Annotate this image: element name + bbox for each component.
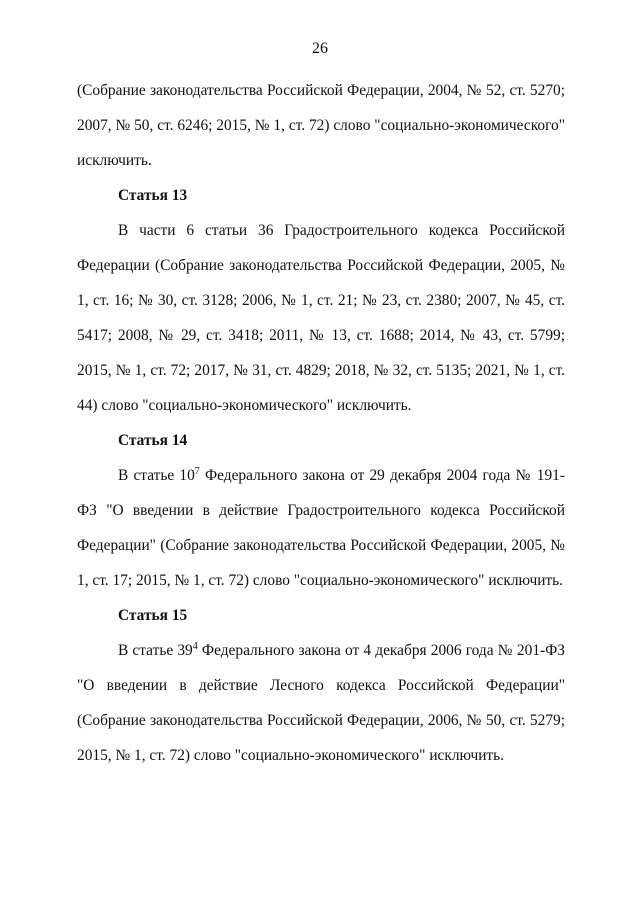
article-15-superscript: 4 (192, 640, 198, 652)
article-15-body: Федерального закона от 4 декабря 2006 года № 201-ФЗ "О введении в действие Лесного кодекса Российской Федерации" (Собрание законодательства Российской Федерации, 2006, № 50, ст. 5279; 2015, № 1, ст. 72) слово "социально-экономического" исключить. (77, 642, 566, 764)
article-14-lead: В статье 10 (118, 467, 195, 484)
article-13-title: Статья 13 (118, 187, 188, 204)
article-14-text (77, 458, 565, 598)
article-15-lead: В статье 39 (118, 642, 193, 659)
document-body (77, 73, 565, 773)
article-14-title: Статья 14 (118, 432, 188, 449)
article-13-text: В части 6 статьи 36 Градостроительного кодекса Российской Федерации (Собрание законодательства Российской Федерации, 2005, № 1, ст. 16; № 30, ст. 3128; 2006, № 1, ст. 21; № 23, ст. 2380; 2007, № 45, ст. 5417; 2008, № 29, ст. 3418; 2011, № 13, ст. 1688; 2014, № 43, ст. 5799; 2015, № 1, ст. 72; 2017, № 31, ст. 4829; 2018, № 32, ст. 5135; 2021, № 1, ст. 44) слово "социально-экономического" исключить. (77, 222, 565, 414)
article-14-body: Федерального закона от 29 декабря 2004 года № 191-ФЗ "О введении в действие Градостроительного кодекса Российской Федерации" (Собрание законодательства Российской Федерации, 2005, № 1, ст. 17; 2015, № 1, ст. 72) слово "социально-экономического" исключить. (77, 467, 565, 589)
article-15-title: Статья 15 (118, 607, 188, 624)
article-15-text (77, 633, 565, 773)
article-14-superscript: 7 (194, 465, 200, 477)
page-number: 26 (312, 40, 328, 57)
continuation-paragraph: (Собрание законодательства Российской Федерации, 2004, № 52, ст. 5270; 2007, № 50, ст. 6246; 2015, № 1, ст. 72) слово "социально-экономического" исключить. (77, 82, 565, 169)
